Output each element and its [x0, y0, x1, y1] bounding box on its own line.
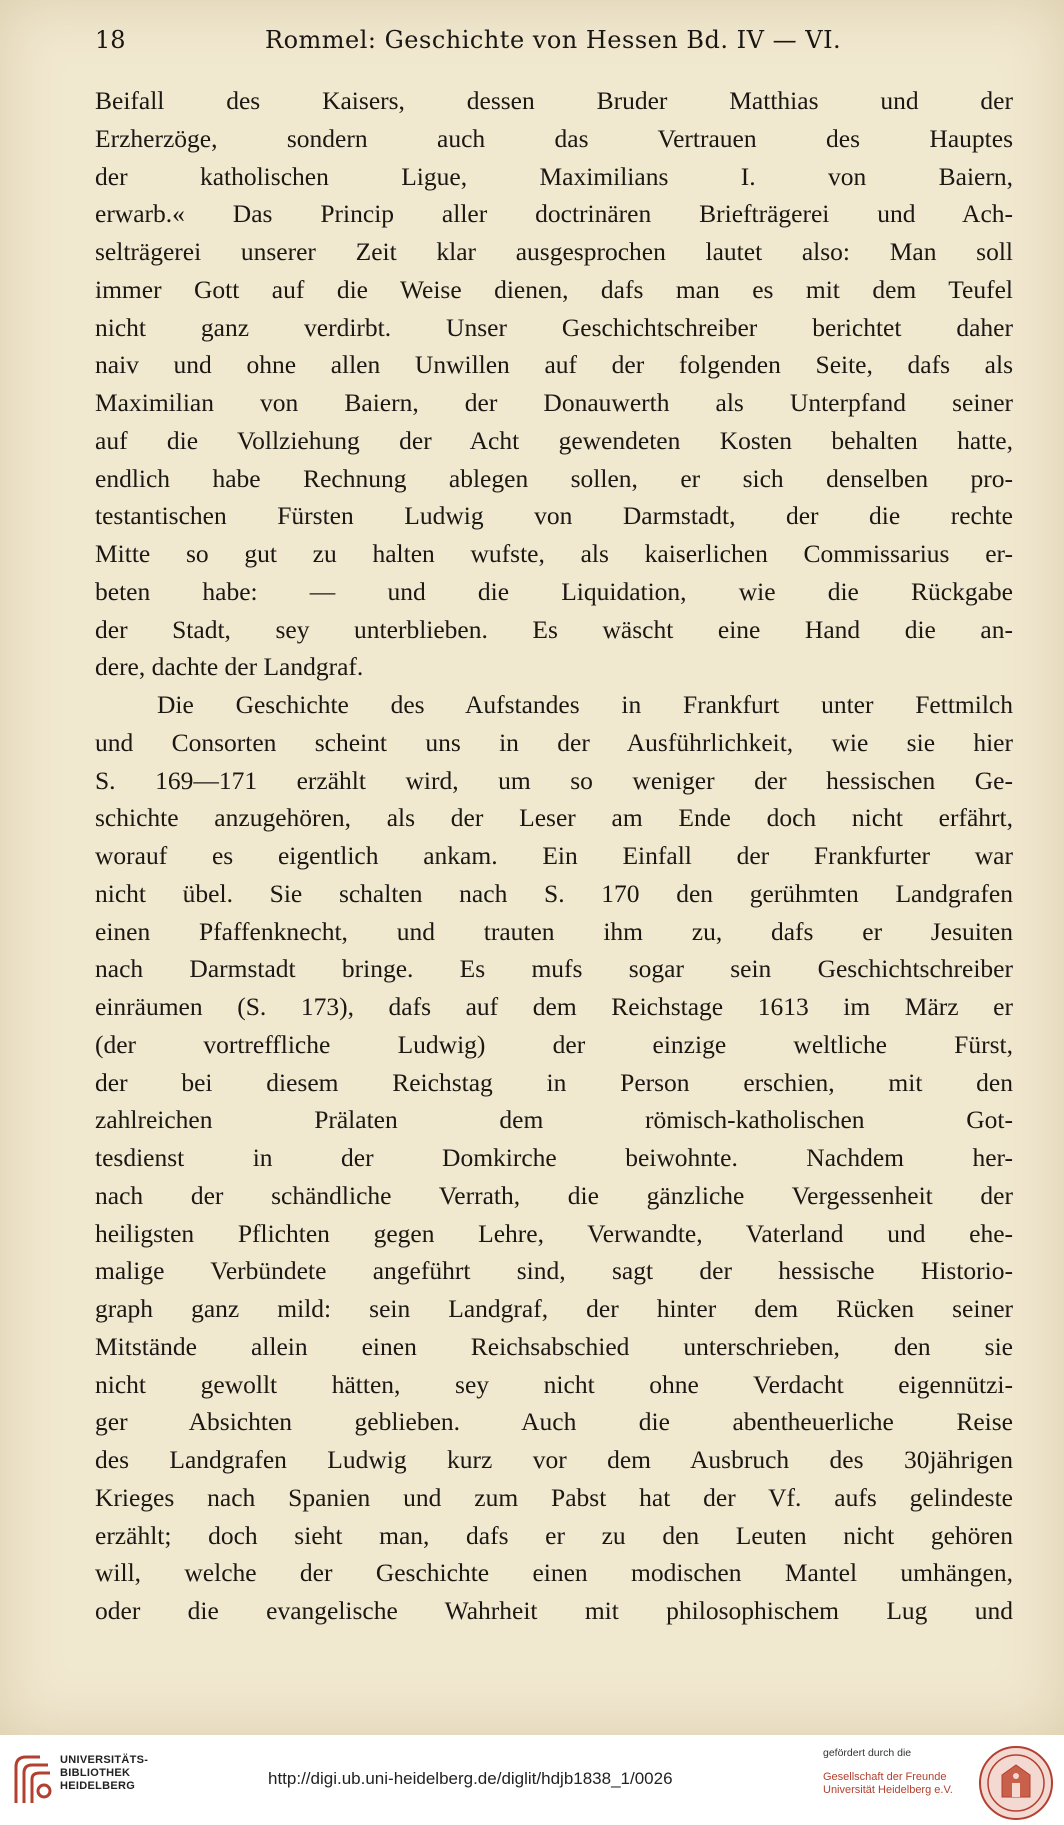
text-line: worauf es eigentlich ankam. Ein Einfall der Frankfurter war — [95, 841, 1013, 870]
university-seal-icon — [978, 1745, 1054, 1821]
text-line: der katholischen Ligue, Maximilians I. von Baiern, — [95, 161, 1013, 191]
library-name — [60, 1754, 148, 1793]
text-line: nicht gewollt hätten, sey nicht ohne Verdacht eigennützi- — [95, 1369, 1013, 1399]
text-line: beten habe: — und die Liquidation, wie die Rückgabe — [95, 576, 1013, 606]
text-line: tesdienst in der Domkirche beiwohnte. Nachdem her- — [95, 1143, 1013, 1172]
text-line: (der vortreffliche Ludwig) der einzige weltliche Fürst, — [95, 1029, 1013, 1059]
text-line: endlich habe Rechnung ablegen sollen, er sich denselben pro- — [95, 463, 1013, 493]
text-line: nicht ganz verdirbt. Unser Geschichtschreiber berichtet daher — [95, 312, 1013, 342]
text-line: nach Darmstadt bringe. Es mufs sogar sein Geschichtschreiber — [95, 954, 1013, 984]
page-number: 18 — [95, 26, 126, 54]
page-header — [95, 26, 1004, 66]
running-title: Rommel: Geschichte von Hessen Bd. IV — VI. — [265, 26, 842, 54]
text-line: naiv und ohne allen Unwillen auf der folgenden Seite, dafs als — [95, 350, 1013, 380]
society-name — [823, 1771, 953, 1797]
text-line: der bei diesem Reichstag in Person erschien, mit den — [95, 1067, 1013, 1097]
library-name-line: BIBLIOTHEK — [60, 1767, 131, 1779]
text-line: graph ganz mild: sein Landgraf, der hinter dem Rücken seiner — [95, 1294, 1013, 1323]
society-name-line: Universität Heidelberg e.V. — [823, 1784, 953, 1796]
text-line: erzählt; doch sieht man, dafs er zu den Leuten nicht gehören — [95, 1520, 1013, 1550]
text-line: will, welche der Geschichte einen modischen Mantel umhängen, — [95, 1558, 1013, 1588]
body-text — [95, 82, 1013, 1630]
text-line: und Consorten scheint uns in der Ausführlichkeit, wie sie hier — [95, 727, 1013, 757]
library-name-line: HEIDELBERG — [60, 1780, 136, 1792]
text-line: nach der schändliche Verrath, die gänzliche Vergessenheit der — [95, 1180, 1013, 1210]
text-line: zahlreichen Prälaten dem römisch-katholischen Got- — [95, 1105, 1013, 1135]
text-line: erwarb.« Das Princip aller doctrinären Briefträgerei und Ach- — [95, 199, 1013, 229]
permalink-url[interactable]: http://digi.ub.uni-heidelberg.de/diglit/hdjb1838_1/0026 — [268, 1769, 673, 1788]
text-line: Mitte so gut zu halten wufste, als kaiserlichen Commissarius er- — [95, 539, 1013, 568]
text-line: Maximilian von Baiern, der Donauwerth als Unterpfand seiner — [95, 388, 1013, 417]
text-line: einräumen (S. 173), dafs auf dem Reichstage 1613 im März er — [95, 992, 1013, 1021]
text-line: nicht übel. Sie schalten nach S. 170 den gerühmten Landgrafen — [95, 878, 1013, 908]
text-line: ger Absichten geblieben. Auch die abentheuerliche Reise — [95, 1407, 1013, 1437]
text-line: einen Pfaffenknecht, und trauten ihm zu, dafs er Jesuiten — [95, 916, 1013, 946]
text-line: Krieges nach Spanien und zum Pabst hat der Vf. aufs gelindeste — [95, 1482, 1013, 1512]
text-line: Erzherzöge, sondern auch das Vertrauen des Hauptes — [95, 123, 1013, 153]
text-line: S. 169—171 erzählt wird, um so weniger der hessischen Ge- — [95, 765, 1013, 795]
text-line: malige Verbündete angeführt sind, sagt der hessische Historio- — [95, 1256, 1013, 1286]
footer-bar — [0, 1735, 1064, 1825]
funded-by-label: gefördert durch die — [823, 1747, 912, 1759]
text-line: selträgerei unserer Zeit klar ausgesprochen lautet also: Man soll — [95, 237, 1013, 266]
text-line: Mitstände allein einen Reichsabschied unterschrieben, den sie — [95, 1331, 1013, 1361]
text-line: Beifall des Kaisers, dessen Bruder Matthias und der — [95, 86, 1013, 115]
text-line: oder die evangelische Wahrheit mit philosophischem Lug und — [95, 1596, 1013, 1625]
text-line: testantischen Fürsten Ludwig von Darmstadt, der die rechte — [95, 501, 1013, 531]
text-line: des Landgrafen Ludwig kurz vor dem Ausbruch des 30jährigen — [95, 1445, 1013, 1474]
text-line: schichte anzugehören, als der Leser am Ende doch nicht erfährt, — [95, 803, 1013, 833]
text-line: auf die Vollziehung der Acht gewendeten Kosten behalten hatte, — [95, 425, 1013, 455]
society-name-line: Gesellschaft der Freunde — [823, 1771, 947, 1783]
text-line: der Stadt, sey unterblieben. Es wäscht eine Hand die an- — [95, 614, 1013, 644]
text-line: immer Gott auf die Weise dienen, dafs man es mit dem Teufel — [95, 274, 1013, 304]
text-line: heiligsten Pflichten gegen Lehre, Verwandte, Vaterland und ehe- — [95, 1218, 1013, 1248]
library-logo-icon — [10, 1753, 54, 1807]
text-line: Die Geschichte des Aufstandes in Frankfurt unter Fettmilch — [157, 690, 1013, 719]
library-name-line: UNIVERSITÄTS- — [60, 1754, 149, 1766]
text-line: dere, dachte der Landgraf. — [95, 652, 364, 682]
